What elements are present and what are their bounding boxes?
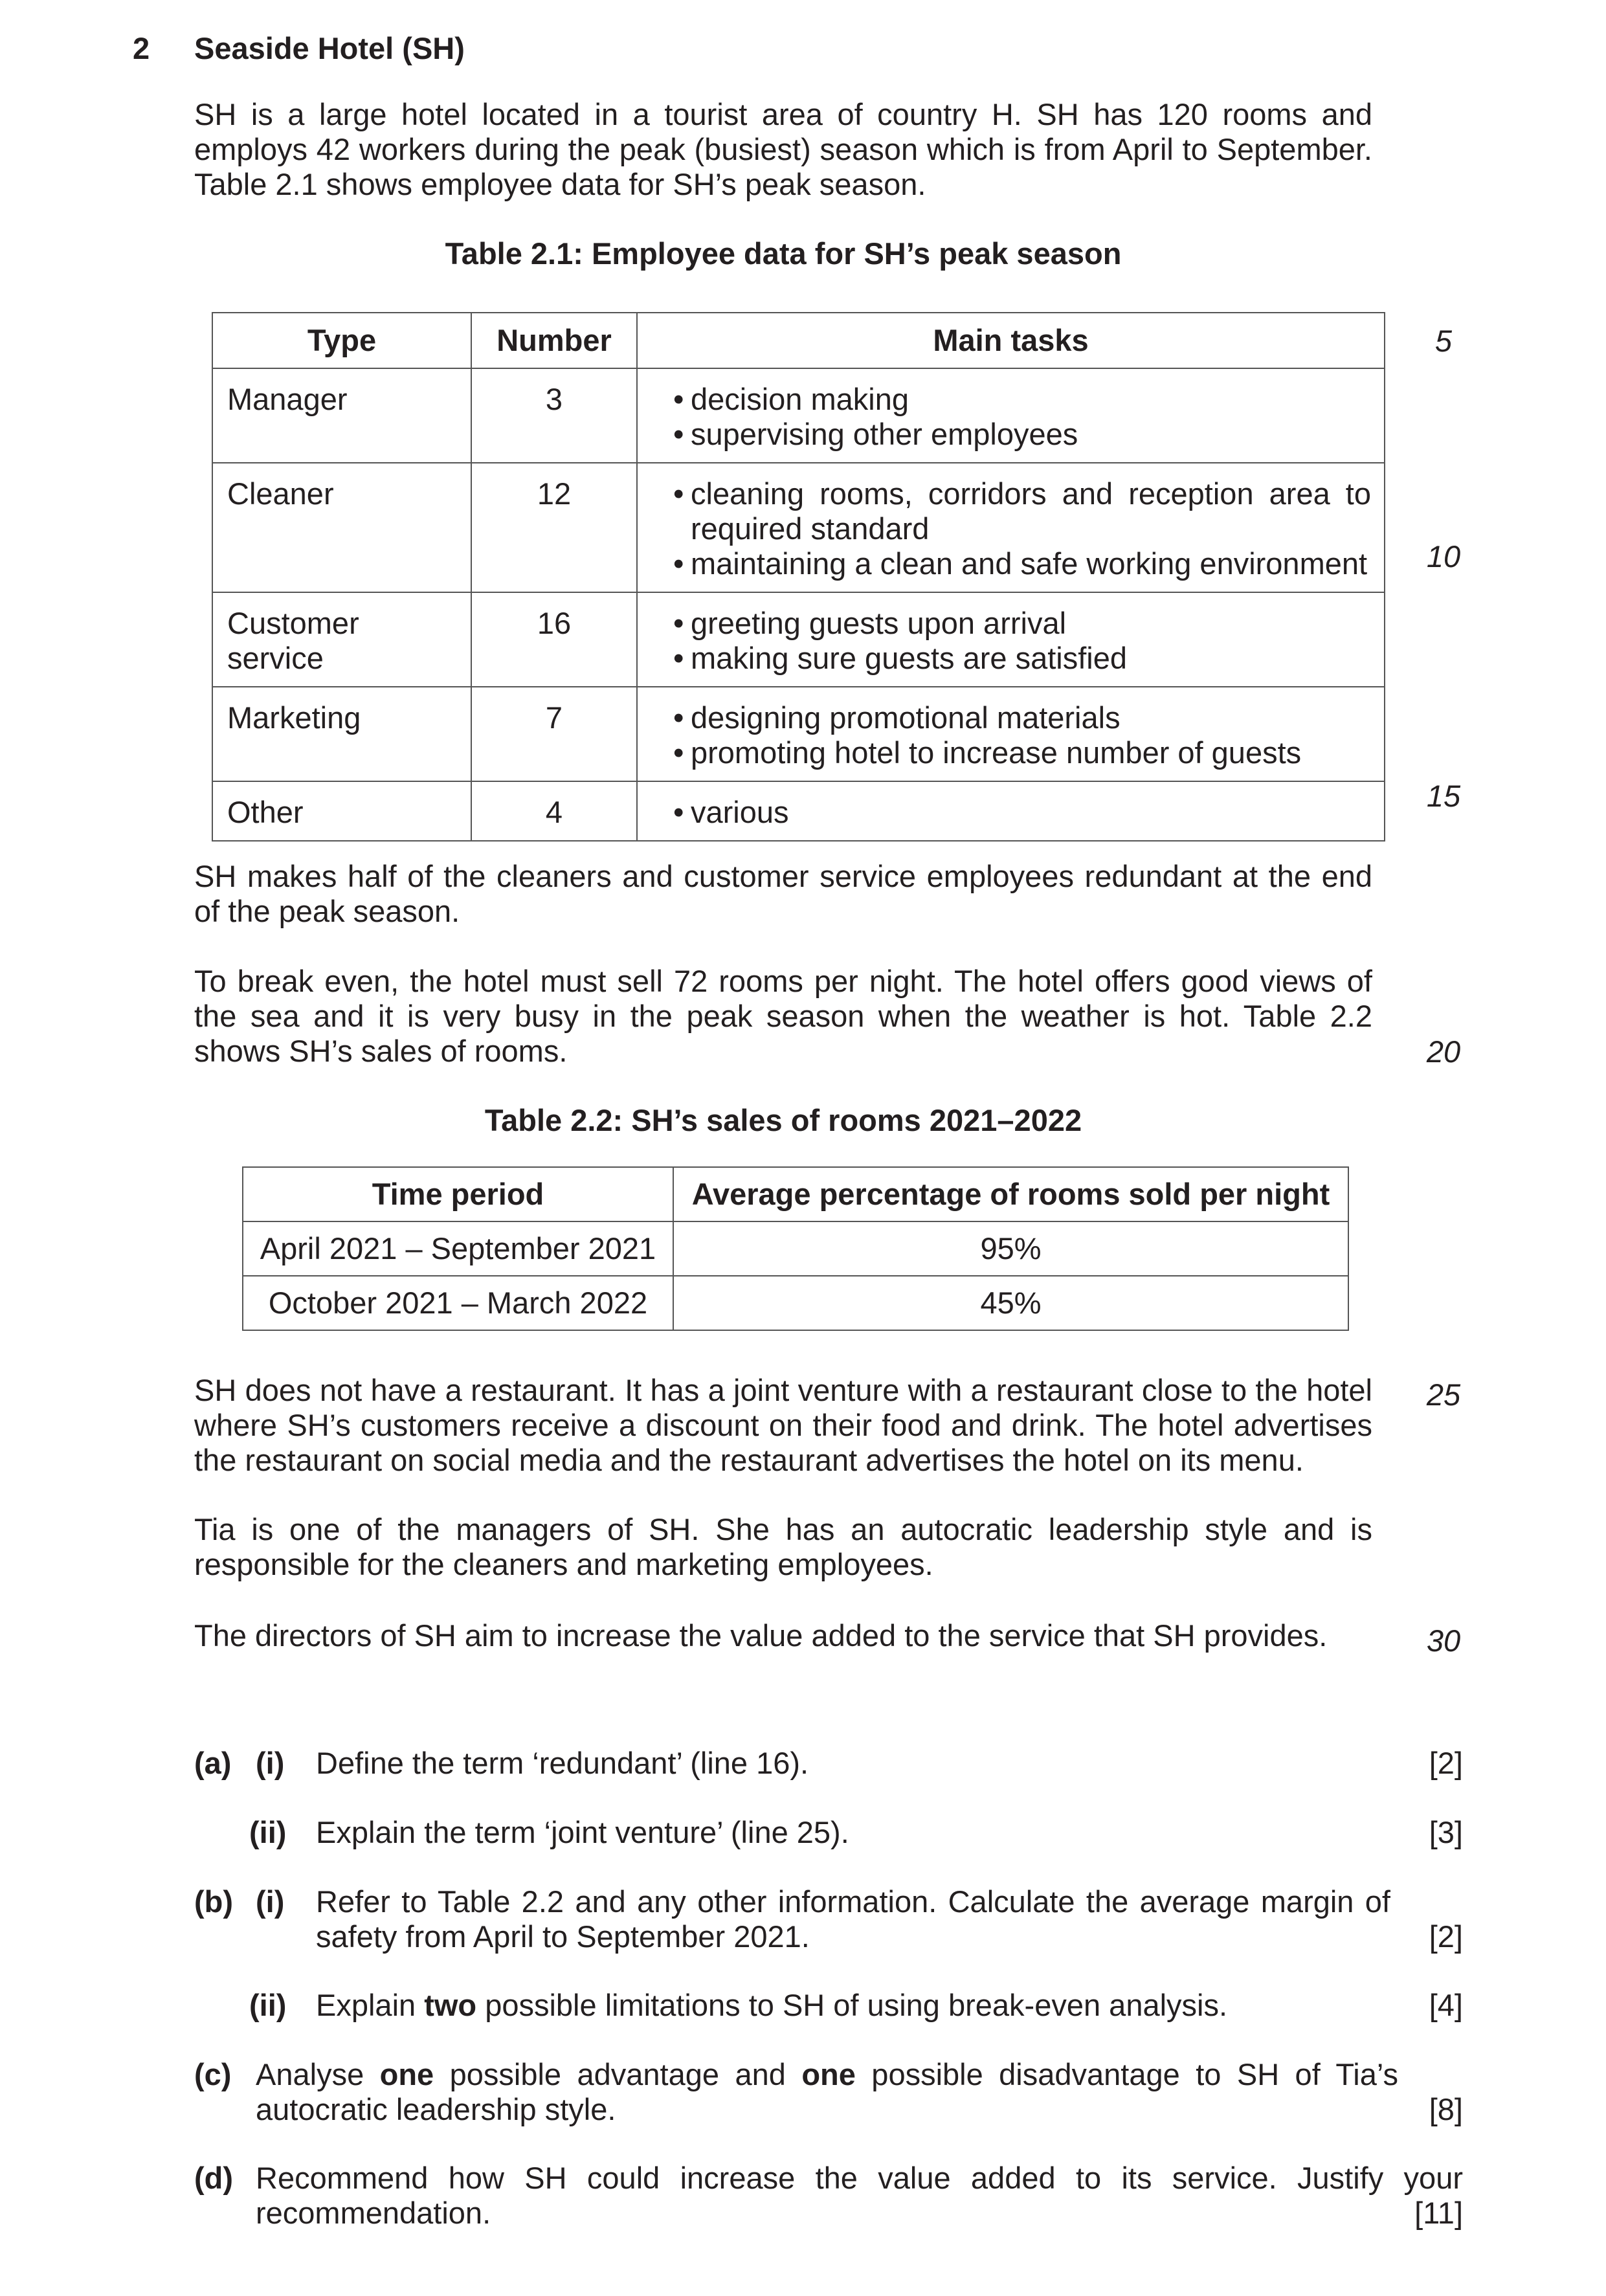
cell-number: 16 [471, 592, 637, 687]
line-number-10: 10 [1426, 539, 1461, 574]
cell-number: 12 [471, 463, 637, 592]
cell-tasks [637, 687, 1385, 781]
task-item: • various [652, 795, 1371, 830]
bullet: • [673, 546, 684, 581]
table2-caption: Table 2.2: SH’s sales of rooms 2021–2022 [484, 1103, 1082, 1137]
table-row [243, 1221, 1348, 1276]
cell-period: October 2021 – March 2022 [243, 1276, 673, 1330]
cell-tasks [637, 368, 1385, 463]
cell-type: Manager [212, 368, 471, 463]
subpart-label-a-ii: (ii) [249, 1815, 287, 1849]
cell-tasks [637, 592, 1385, 687]
question-a-ii-text: Explain the term ‘joint venture’ (line 25). [316, 1815, 849, 1849]
employee-table [212, 312, 1385, 841]
header-time-period: Time period [243, 1167, 673, 1221]
question-a-ii [194, 1815, 1463, 1850]
header-type: Type [212, 313, 471, 368]
table-row [243, 1276, 1348, 1330]
task-item: • promoting hotel to increase number of guests [652, 735, 1371, 770]
part-label-a: (a) [194, 1746, 232, 1780]
table-row [212, 592, 1385, 687]
table-row [212, 463, 1385, 592]
question-c [194, 2057, 1463, 2127]
task-item: • greeting guests upon arrival [652, 606, 1371, 641]
line-number-30: 30 [1426, 1623, 1461, 1658]
line-number-5: 5 [1434, 324, 1453, 358]
paragraph-directors: The directors of SH aim to increase the value added to the service that SH provides. [194, 1618, 1328, 1653]
question-d [194, 2161, 1463, 2231]
subpart-label-b-ii: (ii) [249, 1988, 287, 2022]
paragraph-redundancy: SH makes half of the cleaners and customer service employees redundant at the end of the peak season. [194, 859, 1372, 928]
subpart-label-b-i: (i) [256, 1884, 285, 1919]
question-title: Seaside Hotel (SH) [194, 31, 465, 65]
marks-b-ii: [4] [1429, 1988, 1463, 2022]
bullet: • [673, 476, 684, 511]
bullet: • [673, 382, 684, 416]
marks-c: [8] [1429, 2092, 1463, 2126]
header-main-tasks: Main tasks [637, 313, 1385, 368]
question-b-i [194, 1884, 1463, 1954]
cell-number: 7 [471, 687, 637, 781]
bullet: • [673, 641, 684, 675]
table1-caption: Table 2.1: Employee data for SH’s peak season [445, 236, 1122, 271]
task-item: • decision making [652, 382, 1371, 417]
line-number-20: 20 [1426, 1034, 1461, 1069]
question-a-i [194, 1746, 1463, 1781]
cell-type: Marketing [212, 687, 471, 781]
task-item: • designing promotional materials [652, 700, 1371, 735]
bullet: • [673, 606, 684, 640]
bullet: • [673, 700, 684, 735]
table-row [212, 687, 1385, 781]
cell-percent: 45% [673, 1276, 1348, 1330]
line-number-15: 15 [1426, 779, 1461, 813]
header-number: Number [471, 313, 637, 368]
line-number-25: 25 [1426, 1377, 1461, 1412]
cell-type: Other [212, 781, 471, 841]
cell-tasks [637, 781, 1385, 841]
cell-number: 3 [471, 368, 637, 463]
task-item: • cleaning rooms, corridors and reception area to required standard [652, 476, 1371, 546]
bullet: • [673, 417, 684, 451]
marks-a-i: [2] [1429, 1746, 1463, 1780]
paragraph-intro: SH is a large hotel located in a tourist area of country H. SH has 120 rooms and employs 42 workers during the peak (busiest) season which is from April to September. Table 2.1 shows employee data for SH’s peak season. [194, 97, 1372, 201]
cell-tasks [637, 463, 1385, 592]
marks-b-i: [2] [1429, 1919, 1463, 1954]
table-row [212, 368, 1385, 463]
room-sales-table [242, 1166, 1349, 1331]
paragraph-joint-venture: SH does not have a restaurant. It has a joint venture with a restaurant close to the hotel where SH’s customers receive a discount on their food and drink. The hotel advertises the restaurant on social media and the restaurant advertises the hotel on its menu. [194, 1373, 1372, 1477]
table-row [212, 781, 1385, 841]
bullet: • [673, 795, 684, 829]
cell-number: 4 [471, 781, 637, 841]
question-b-ii-text: Explain two possible limitations to SH of using break-even analysis. [316, 1988, 1228, 2022]
task-item: • maintaining a clean and safe working environment [652, 546, 1371, 581]
marks-d: [11] [1414, 2196, 1463, 2230]
paragraph-tia: Tia is one of the managers of SH. She has an autocratic leadership style and is responsible for the cleaners and marketing employees. [194, 1512, 1372, 1581]
table-header-row [212, 313, 1385, 368]
cell-type: Customer service [212, 592, 471, 687]
part-label-c: (c) [194, 2057, 232, 2091]
part-label-b: (b) [194, 1884, 234, 1919]
subpart-label-a-i: (i) [256, 1746, 285, 1780]
question-a-i-text: Define the term ‘redundant’ (line 16). [316, 1746, 809, 1780]
paragraph-break-even: To break even, the hotel must sell 72 rooms per night. The hotel offers good views of the sea and it is very busy in the peak season when the weather is hot. Table 2.2 shows SH’s sales of rooms. [194, 964, 1372, 1068]
part-label-d: (d) [194, 2161, 234, 2195]
task-item: • making sure guests are satisfied [652, 641, 1371, 676]
bullet: • [673, 735, 684, 770]
question-c-text: Analyse one possible advantage and one possible disadvantage to SH of Tia’s autocratic leadership style. [256, 2057, 1398, 2126]
cell-period: April 2021 – September 2021 [243, 1221, 673, 1276]
header-average-percentage: Average percentage of rooms sold per night [673, 1167, 1348, 1221]
question-d-text: Recommend how SH could increase the value added to its service. Justify your recommendation. [256, 2161, 1463, 2230]
cell-type: Cleaner [212, 463, 471, 592]
cell-percent: 95% [673, 1221, 1348, 1276]
marks-a-ii: [3] [1429, 1815, 1463, 1849]
table-header-row [243, 1167, 1348, 1221]
question-b-i-text: Refer to Table 2.2 and any other information. Calculate the average margin of safety from April to September 2021. [316, 1884, 1390, 1954]
question-number: 2 [133, 31, 150, 65]
question-b-ii [194, 1988, 1463, 2023]
task-item: • supervising other employees [652, 417, 1371, 452]
